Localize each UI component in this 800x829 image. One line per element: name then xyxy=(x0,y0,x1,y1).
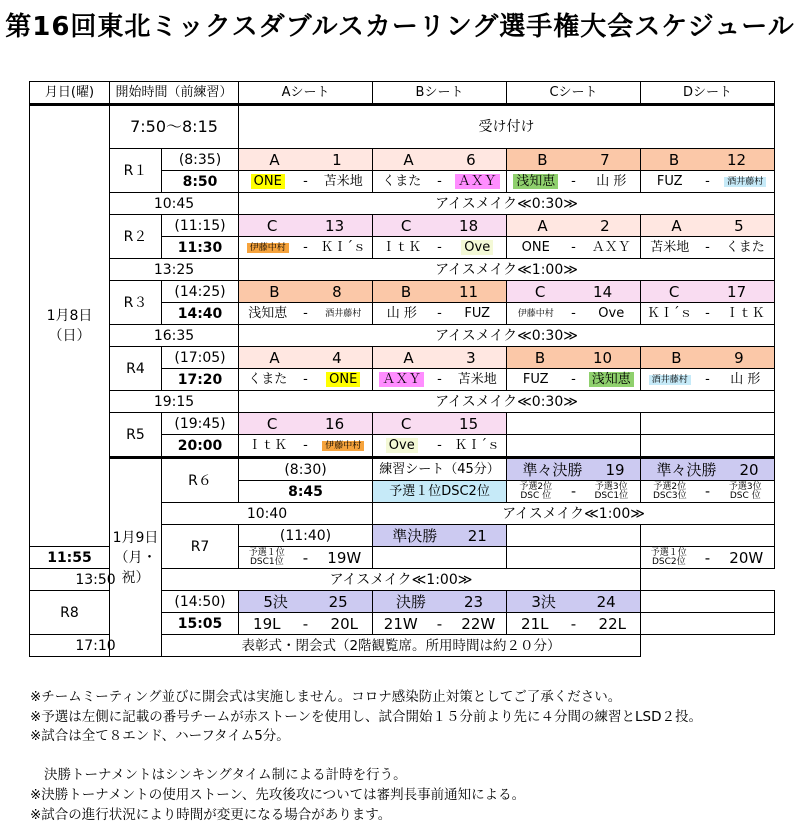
r6-round: R６ xyxy=(162,458,239,503)
r8-a-teams xyxy=(239,613,373,635)
team-right: ＫＩ´ｓ xyxy=(320,239,367,255)
team-right: 酒井藤村 xyxy=(724,177,766,187)
match-title: 決勝 xyxy=(395,592,426,611)
seed-right-1: 予選3位 xyxy=(728,481,762,492)
r4-b-teams xyxy=(373,369,507,391)
closing-row xyxy=(30,635,775,657)
r4-d-head xyxy=(641,347,775,369)
team-right: 19W xyxy=(327,548,362,567)
r7-b-empty xyxy=(507,525,641,547)
dash: - xyxy=(303,371,308,387)
seed-right-2: DSC1位 xyxy=(594,490,629,501)
dash: - xyxy=(437,371,442,387)
ice2-label: アイスメイク≪1:00≫ xyxy=(239,259,775,281)
r1-c-head xyxy=(507,149,641,171)
r1-a-head xyxy=(239,149,373,171)
r8-round: R8 xyxy=(30,591,110,635)
r4-round: R4 xyxy=(110,347,162,391)
r4-a-teams xyxy=(239,369,373,391)
game-number: 11 xyxy=(459,282,479,301)
r2-row-top xyxy=(30,215,775,237)
r3-c-teams xyxy=(507,303,641,325)
group-label: B xyxy=(671,348,682,367)
seed-left-2: DSC1位 xyxy=(249,556,284,567)
match-title: 5決 xyxy=(263,592,288,611)
team-left: くまた xyxy=(248,371,288,387)
r7-c-empty xyxy=(641,525,775,547)
r3-a-teams xyxy=(239,303,373,325)
team-right: ＩｔＫ xyxy=(725,305,765,321)
r7-round: R7 xyxy=(162,525,239,569)
ice4-label: アイスメイク≪0:30≫ xyxy=(239,391,775,413)
r5-practice: (19:45) xyxy=(162,413,239,435)
r2-start: 11:30 xyxy=(162,237,239,259)
seed-left-1: 予選１位 xyxy=(248,547,285,558)
r5-round: R5 xyxy=(110,413,162,458)
group-label: C xyxy=(400,414,412,433)
r3-a-head xyxy=(239,281,373,303)
team-right: Ove xyxy=(598,305,625,321)
group-label: A xyxy=(537,216,548,235)
header-sheet-a: Aシート xyxy=(239,82,373,105)
r3-practice: (14:25) xyxy=(162,281,239,303)
r3-d-teams xyxy=(641,303,775,325)
r4-a-head xyxy=(239,347,373,369)
seed-left-2: DSC2位 xyxy=(651,556,686,567)
r1-row-top xyxy=(30,149,775,171)
dash: - xyxy=(705,371,710,387)
r3-row-top xyxy=(30,281,775,303)
team-left: 21L xyxy=(521,614,549,633)
note-item: ※試合は全て８エンド、ハーフタイム5分。 xyxy=(30,728,290,745)
seed-left-1: 予選１位 xyxy=(650,547,687,558)
game-number: 24 xyxy=(596,592,616,611)
r3-b-teams xyxy=(373,303,507,325)
group-label: A xyxy=(403,150,414,169)
group-label: C xyxy=(266,414,278,433)
r1-d-teams xyxy=(641,171,775,193)
team-right: 伊藤中村 xyxy=(322,441,364,451)
r1-start: 8:50 xyxy=(162,171,239,193)
match-title: 準々決勝 xyxy=(522,460,583,479)
closing-time: 17:10 xyxy=(30,635,162,657)
team-left: ＫＩ´ｓ xyxy=(647,305,693,321)
ice-make-row xyxy=(30,259,775,281)
group-label: C xyxy=(266,216,278,235)
group-label: B xyxy=(269,282,280,301)
r8-practice: (14:50) xyxy=(162,591,239,613)
note-item: ※予選は左側に記載の番号チームが赤ストーンを使用し、試合開始１５分前より先に４分間の練習とLSD２投。 xyxy=(30,708,703,725)
r5-b-head xyxy=(373,413,507,435)
r1-d-head xyxy=(641,149,775,171)
seed-left-2: DSC 位 xyxy=(520,490,552,501)
r7-b-empty xyxy=(373,547,507,569)
r4-start: 17:20 xyxy=(162,369,239,391)
dash: - xyxy=(705,239,710,255)
r5-start: 20:00 xyxy=(162,435,239,458)
r6-a-title: 練習シート（45分） xyxy=(373,458,507,481)
dash: - xyxy=(570,483,577,500)
r5-row-top xyxy=(30,413,775,435)
group-label: B xyxy=(537,150,548,169)
note-item: 決勝トーナメントはシンキングタイム制による計時を行う。 xyxy=(44,767,407,784)
group-label: C xyxy=(668,282,680,301)
team-right: 浅知恵 xyxy=(589,372,634,387)
game-number: 10 xyxy=(593,348,613,367)
r6-row-top xyxy=(30,458,775,481)
team-right: ＫＩ´ｓ xyxy=(454,437,501,453)
seed-left-2: DSC3位 xyxy=(652,490,687,501)
r2-a-head xyxy=(239,215,373,237)
game-number: 21 xyxy=(467,526,487,545)
ice6-time: 13:50 xyxy=(30,569,162,591)
ice-make-row xyxy=(30,193,775,215)
team-right: FUZ xyxy=(464,305,491,321)
seed-right-2: DSC 位 xyxy=(729,490,761,501)
r2-a-teams xyxy=(239,237,373,259)
team-left: ONE xyxy=(251,174,285,189)
registration-label: 受け付け xyxy=(239,105,775,149)
team-right: 20L xyxy=(330,614,358,633)
team-right: くまた xyxy=(725,239,765,255)
r4-d-teams xyxy=(641,369,775,391)
group-label: B xyxy=(534,348,546,367)
r4-practice: (17:05) xyxy=(162,347,239,369)
r8-a-head xyxy=(239,591,373,613)
group-label: B xyxy=(400,282,412,301)
r1-c-teams xyxy=(507,171,641,193)
team-left: 浅知恵 xyxy=(248,305,288,321)
r3-round: R３ xyxy=(110,281,162,325)
header-sheet-d: Dシート xyxy=(641,82,775,105)
game-number: 12 xyxy=(727,150,747,169)
note-item: ※決勝トーナメントの使用ストーン、先攻後攻については審判長事前通知による。 xyxy=(30,786,526,803)
group-label: B xyxy=(668,150,680,169)
header-date: 月日(曜) xyxy=(30,82,110,105)
closing-label: 表彰式・閉会式（2階観覧席。所用時間は約２０分） xyxy=(162,635,641,657)
match-title: 準決勝 xyxy=(392,526,438,545)
ice3-time: 16:35 xyxy=(110,325,239,347)
note-spacer xyxy=(30,747,790,767)
team-left: ＩｔＫ xyxy=(248,437,288,453)
match-title: 準々決勝 xyxy=(656,460,717,479)
dash: - xyxy=(571,305,576,321)
game-number: 3 xyxy=(466,348,476,367)
r6-c-teams xyxy=(641,481,775,503)
r6-start: 8:45 xyxy=(239,481,373,503)
r4-c-head xyxy=(507,347,641,369)
dash: - xyxy=(571,239,576,255)
game-number: 9 xyxy=(734,348,744,367)
team-left: 19L xyxy=(253,614,281,633)
team-left: 21W xyxy=(383,614,418,633)
team-right: 22L xyxy=(598,614,626,633)
ice6-label: アイスメイク≪1:00≫ xyxy=(162,569,641,591)
r8-d-empty xyxy=(641,591,775,613)
r7-practice: (11:40) xyxy=(239,525,373,547)
header-row xyxy=(30,82,775,105)
team-right: 酒井藤村 xyxy=(325,308,362,319)
team-right: 山 形 xyxy=(730,371,761,387)
team-right: 苫米地 xyxy=(457,371,497,387)
r2-practice: (11:15) xyxy=(162,215,239,237)
r8-d-empty xyxy=(641,613,775,635)
game-number: 8 xyxy=(332,282,342,301)
r3-start: 14:40 xyxy=(162,303,239,325)
dash: - xyxy=(571,371,576,387)
r3-c-head xyxy=(507,281,641,303)
ice1-time: 10:45 xyxy=(110,193,239,215)
game-number: 1 xyxy=(332,150,342,169)
r8-c-teams xyxy=(507,613,641,635)
game-number: 20 xyxy=(739,460,759,479)
team-right: Ove xyxy=(461,240,493,255)
r4-row-top xyxy=(30,347,775,369)
dash: - xyxy=(705,305,710,321)
dash: - xyxy=(302,548,309,567)
r2-c-head xyxy=(507,215,641,237)
game-number: 6 xyxy=(466,150,476,169)
r3-d-head xyxy=(641,281,775,303)
dash: - xyxy=(436,614,443,633)
registration-row xyxy=(30,105,775,149)
r8-b-head xyxy=(373,591,507,613)
dash: - xyxy=(303,239,308,255)
group-label: A xyxy=(671,216,682,235)
seed-left-1: 予選2位 xyxy=(653,481,687,492)
dash: - xyxy=(570,614,577,633)
ice3-label: アイスメイク≪0:30≫ xyxy=(239,325,775,347)
team-left: くまた xyxy=(382,173,422,189)
r5-c-empty xyxy=(507,413,641,435)
r4-b-head xyxy=(373,347,507,369)
game-number: 13 xyxy=(325,216,345,235)
team-left: ＡＸＹ xyxy=(379,372,424,387)
r7-a-head xyxy=(373,525,507,547)
team-left: FUZ xyxy=(522,371,549,387)
dash: - xyxy=(704,483,711,500)
dash: - xyxy=(303,305,308,321)
r5-c-empty xyxy=(507,435,641,458)
r8-b-teams xyxy=(373,613,507,635)
game-number: 17 xyxy=(727,282,747,301)
game-number: 14 xyxy=(593,282,613,301)
game-number: 16 xyxy=(325,414,345,433)
dash: - xyxy=(302,614,309,633)
r5-d-empty xyxy=(641,435,775,458)
page-title: 第16回東北ミックスダブルスカーリング選手権大会スケジュール xyxy=(5,12,795,42)
r5-b-teams xyxy=(373,435,507,458)
ice5-time: 10:40 xyxy=(162,503,373,525)
r5-d-empty xyxy=(641,413,775,435)
team-left: ＩｔＫ xyxy=(382,239,422,255)
seed-right-1: 予選3位 xyxy=(594,481,628,492)
r6-a-sub: 予選１位DSC2位 xyxy=(373,481,507,503)
group-label: C xyxy=(400,216,412,235)
r8-start: 15:05 xyxy=(162,613,239,635)
game-number: 23 xyxy=(463,592,484,611)
day2-text: 1月9日 （月・祝） xyxy=(112,529,159,586)
day2-label xyxy=(110,458,162,657)
team-right: ＡＸＹ xyxy=(455,174,500,189)
r1-practice: (8:35) xyxy=(162,149,239,171)
game-number: 25 xyxy=(328,592,348,611)
dash: - xyxy=(303,437,308,453)
dash: - xyxy=(705,173,710,189)
team-left: ONE xyxy=(521,239,550,255)
header-sheet-c: Cシート xyxy=(507,82,641,105)
group-label: A xyxy=(269,150,280,169)
r7-d-teams xyxy=(641,547,775,569)
team-right: 山 形 xyxy=(596,173,627,189)
header-time: 開始時間（前練習） xyxy=(110,82,239,105)
schedule-table xyxy=(29,81,775,657)
team-left: Ove xyxy=(386,438,418,453)
group-label: A xyxy=(403,348,414,367)
dash: - xyxy=(704,548,711,567)
dash: - xyxy=(571,173,576,189)
game-number: 7 xyxy=(600,150,610,169)
team-left: 伊藤中村 xyxy=(247,243,289,253)
dash: - xyxy=(437,173,442,189)
r2-b-head xyxy=(373,215,507,237)
ice1-label: アイスメイク≪0:30≫ xyxy=(239,193,775,215)
game-number: 4 xyxy=(332,348,342,367)
r7-a-teams xyxy=(239,547,373,569)
team-left: 山 形 xyxy=(386,305,417,321)
dash: - xyxy=(303,173,308,189)
r1-b-teams xyxy=(373,171,507,193)
r2-round: R２ xyxy=(110,215,162,259)
note-item: ※チームミーティング並びに開会式は実施しません。コロナ感染防止対策としてご了承ください。 xyxy=(30,689,622,705)
team-right: 20W xyxy=(729,548,764,567)
dash: - xyxy=(437,305,442,321)
r2-b-teams xyxy=(373,237,507,259)
r2-c-teams xyxy=(507,237,641,259)
r6-practice: (8:30) xyxy=(239,458,373,481)
team-right: ＡＸＹ xyxy=(591,239,631,255)
game-number: 5 xyxy=(734,216,744,235)
game-number: 19 xyxy=(605,460,625,479)
notes xyxy=(30,688,790,825)
ice-make-row xyxy=(30,325,775,347)
game-number: 15 xyxy=(459,414,479,433)
match-title: 3決 xyxy=(531,592,556,611)
r6-b-teams xyxy=(507,481,641,503)
ice4-time: 19:15 xyxy=(110,391,239,413)
dash: - xyxy=(437,437,442,453)
r1-b-head xyxy=(373,149,507,171)
ice2-time: 13:25 xyxy=(110,259,239,281)
note-item: ※試合の進行状況により時間が変更になる場合があります。 xyxy=(30,806,392,823)
r3-b-head xyxy=(373,281,507,303)
team-right: ONE xyxy=(326,372,360,387)
seed-left-1: 予選2位 xyxy=(519,481,553,492)
group-label: A xyxy=(269,348,280,367)
dash: - xyxy=(437,239,442,255)
r2-d-head xyxy=(641,215,775,237)
game-number: 18 xyxy=(459,216,479,235)
team-right: 22W xyxy=(461,614,496,633)
r5-a-head xyxy=(239,413,373,435)
team-left: 酒井藤村 xyxy=(649,375,691,385)
r7-c-empty xyxy=(507,547,641,569)
r8-c-head xyxy=(507,591,641,613)
r5-a-teams xyxy=(239,435,373,458)
team-left: 苫米地 xyxy=(650,239,690,255)
r1-round: R１ xyxy=(110,149,162,193)
r1-a-teams xyxy=(239,171,373,193)
day1-text: 1月8日 （日） xyxy=(46,308,93,344)
team-left: 伊藤中村 xyxy=(517,308,554,319)
group-label: C xyxy=(534,282,546,301)
r6-b-head xyxy=(507,458,641,481)
game-number: 2 xyxy=(600,216,610,235)
r7-start: 11:55 xyxy=(30,547,110,569)
r4-c-teams xyxy=(507,369,641,391)
r2-d-teams xyxy=(641,237,775,259)
team-right: 苫米地 xyxy=(323,173,363,189)
team-left: FUZ xyxy=(656,173,683,189)
ice-make-row xyxy=(30,391,775,413)
header-sheet-b: Bシート xyxy=(373,82,507,105)
day1-label xyxy=(30,105,110,547)
ice5-label: アイスメイク≪1:00≫ xyxy=(373,503,775,525)
team-left: 浅知恵 xyxy=(513,174,558,189)
r6-c-head xyxy=(641,458,775,481)
registration-time: 7:50〜8:15 xyxy=(110,105,239,149)
